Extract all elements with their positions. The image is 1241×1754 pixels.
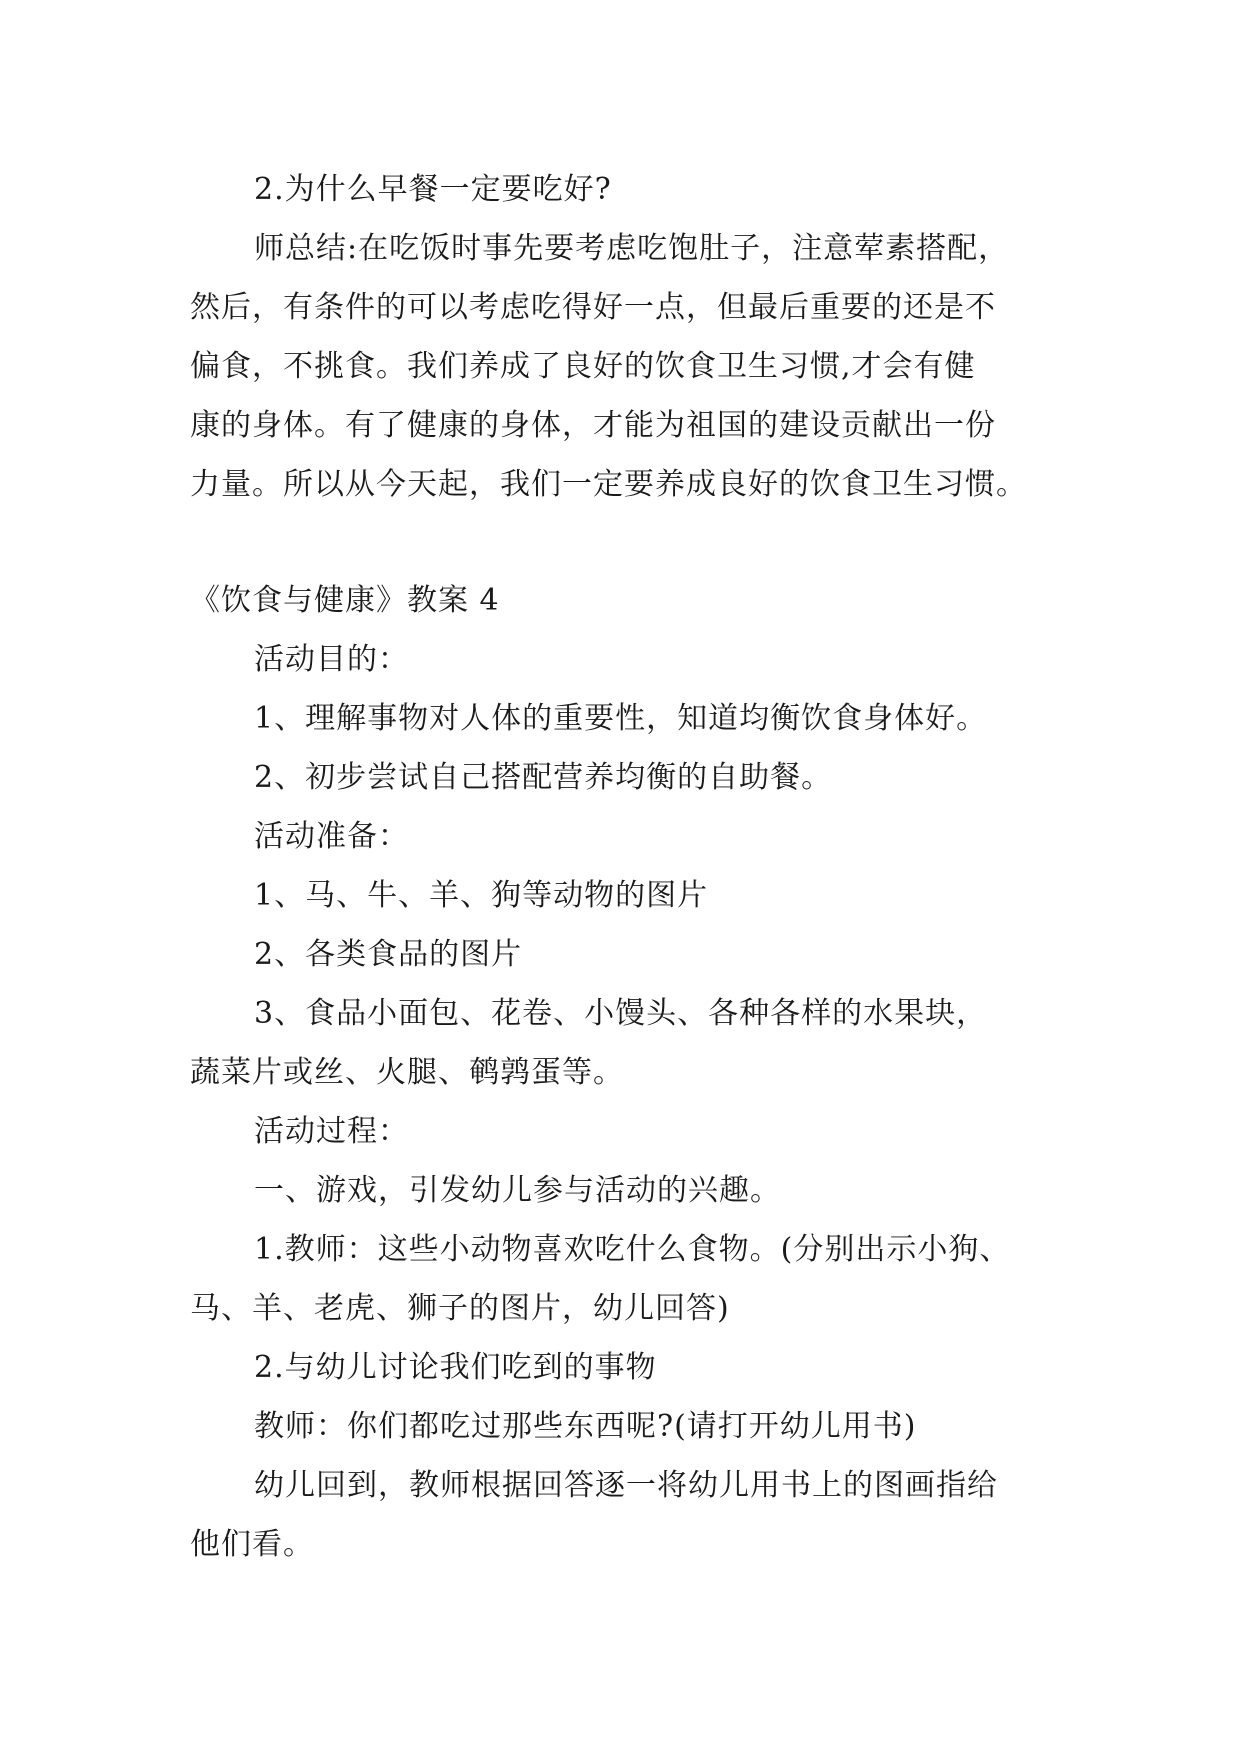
preparation-item-2: 2、各类食品的图片 <box>254 937 523 972</box>
paragraph-line: 偏食，不挑食。我们养成了良好的饮食卫生习惯,才会有健 <box>190 349 976 384</box>
process-step-1-2: 2.与幼儿讨论我们吃到的事物 <box>254 1350 657 1385</box>
paragraph-line: 师总结:在吃饭时事先要考虑吃饱肚子，注意荤素搭配， <box>254 231 1010 266</box>
paragraph-line: 1.教师：这些小动物喜欢吃什么食物。(分别出示小狗、 <box>254 1232 1011 1267</box>
preparation-item-3 <box>190 984 1060 1102</box>
process-step-1-1 <box>190 1220 1060 1338</box>
paragraph-line: 马、羊、老虎、狮子的图片，幼儿回答) <box>190 1291 730 1326</box>
lesson-plan-title: 《饮食与健康》教案 4 <box>190 583 500 618</box>
question-2: 2.为什么早餐一定要吃好? <box>254 172 612 207</box>
paragraph-line: 3、食品小面包、花卷、小馒头、各种各样的水果块， <box>254 996 988 1031</box>
process-step-1: 一、游戏，引发幼儿参与活动的兴趣。 <box>254 1173 781 1208</box>
document-body <box>190 160 1060 1574</box>
paragraph-line: 康的身体。有了健康的身体，才能为祖国的建设贡献出一份 <box>190 408 996 443</box>
paragraph-line: 蔬菜片或丝、火腿、鹌鹑蛋等。 <box>190 1055 624 1090</box>
goal-heading: 活动目的： <box>254 642 409 677</box>
teacher-question: 教师：你们都吃过那些东西呢?(请打开幼儿用书) <box>254 1409 917 1444</box>
paragraph-line: 然后，有条件的可以考虑吃得好一点，但最后重要的还是不 <box>190 290 996 325</box>
paragraph-line: 他们看。 <box>190 1527 314 1562</box>
paragraph-line: 力量。所以从今天起，我们一定要养成良好的饮食卫生习惯。 <box>190 467 1027 502</box>
process-heading: 活动过程： <box>254 1114 409 1149</box>
preparation-heading: 活动准备： <box>254 819 409 854</box>
goal-item-2: 2、初步尝试自己搭配营养均衡的自助餐。 <box>254 760 833 795</box>
goal-item-1: 1、理解事物对人体的重要性，知道均衡饮食身体好。 <box>254 701 988 736</box>
preparation-item-1: 1、马、牛、羊、狗等动物的图片 <box>254 878 709 913</box>
child-answer-paragraph <box>190 1456 1060 1574</box>
paragraph-line: 幼儿回到，教师根据回答逐一将幼儿用书上的图画指给 <box>254 1468 998 1503</box>
teacher-summary-paragraph <box>190 219 1060 514</box>
